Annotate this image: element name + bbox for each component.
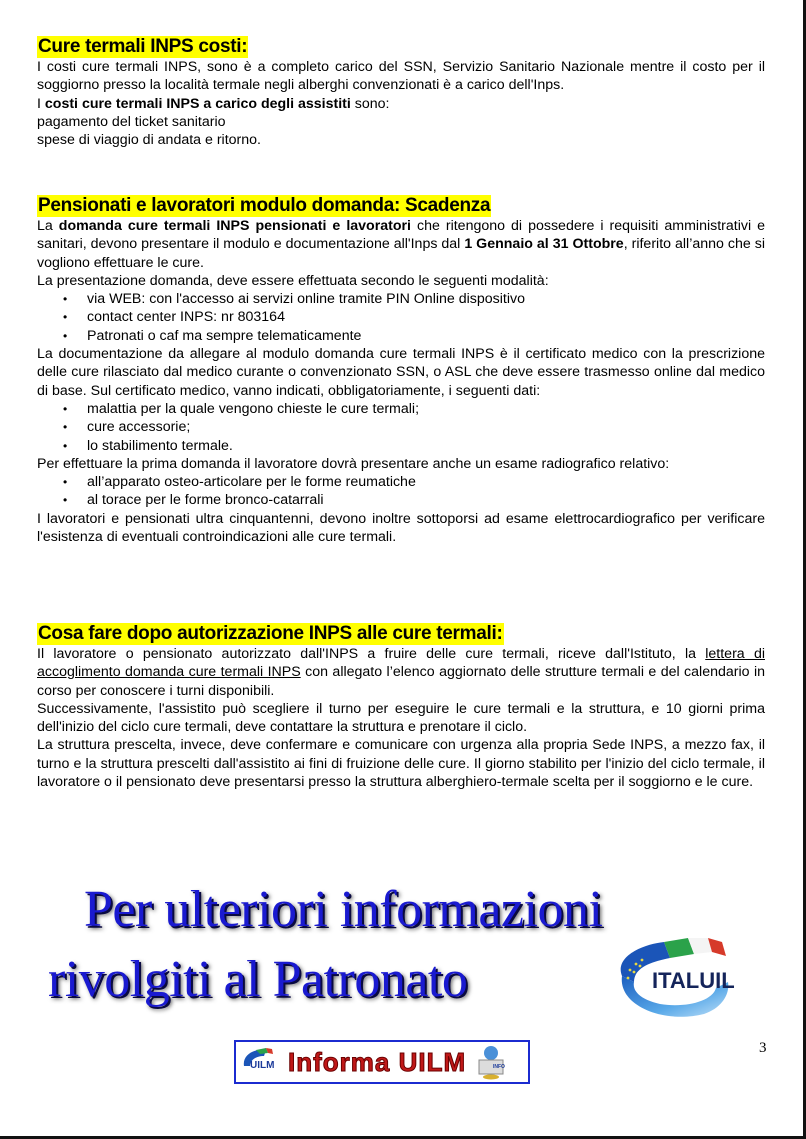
- informa-uilm-banner: [234, 1040, 530, 1084]
- page-number: 3: [759, 1040, 767, 1056]
- text: sono:: [350, 95, 390, 112]
- section-costs: [37, 36, 765, 149]
- text: Il lavoratore o pensionato autorizzato dall'INPS a fruire delle cure termali, riceve dall'Istituto, la: [37, 646, 706, 662]
- submission-methods-list: [37, 290, 765, 345]
- informa-uilm-title: Informa UILM: [288, 1046, 467, 1077]
- list-item: • contact center INPS: nr 803164: [63, 308, 765, 326]
- paragraph: I lavoratori e pensionati ultra cinquantenni, devono inoltre sottoporsi ad esame elettrocardiografico per verificare l'esistenza di eventuali controindicazioni alle cure termali.: [37, 510, 765, 546]
- paragraph: Successivamente, l'assistito può scegliere il turno per eseguire le cure termali e la struttura, e 10 giorni prima dell'inizio del ciclo cure termali, deve contattare la struttura e prenotare il ciclo.: [37, 700, 765, 736]
- text: I: [37, 95, 45, 112]
- paragraph: I costi cure termali INPS, sono è a completo carico del SSN, Servizio Sanitario Nazionale mentre il costo per il soggiorno presso la località termale negli alberghi convenzionati è a carico dell'Inps.: [37, 59, 765, 94]
- list-item: • cure accessorie;: [63, 418, 765, 436]
- paragraph: [37, 645, 765, 700]
- bold-text: 1 Gennaio al 31 Ottobre: [464, 236, 624, 253]
- paragraph: La documentazione da allegare al modulo domanda cure termali INPS è il certificato medico con la prescrizione delle cure rilasciato dal medico curante o convenzionato SSN, o ASL che deve essere trasmesso online dal medico di base. Sul certificato medico, vanno indicati, obbligatoriamente, i seguenti dati:: [37, 346, 765, 399]
- section-after-authorization: [37, 623, 765, 791]
- paragraph: [37, 217, 765, 272]
- italuil-logo: [604, 936, 744, 1026]
- svg-text:UILM: UILM: [250, 1060, 275, 1071]
- list-item: • al torace per le forme bronco-catarrali: [63, 491, 765, 509]
- list-item: • all’apparato osteo-articolare per le forme reumatiche: [63, 473, 765, 491]
- text: con allegato l’elenco aggiornato delle strutture termali e del calendario in corso per conoscere i turni disponibili.: [37, 664, 765, 699]
- text: che ritengono di possedere i requisiti amministrativi e sanitari, devono presentare il modulo e documentazione all'Inps dal: [37, 218, 765, 253]
- italuil-ring-icon: [604, 936, 744, 1026]
- section-heading-after-authorization: Cosa fare dopo autorizzazione INPS alle cure termali:: [38, 623, 503, 644]
- certificate-data-list: [37, 400, 765, 455]
- section-heading-costs: Cure termali INPS costi:: [38, 36, 248, 57]
- info-reader-icon: [474, 1044, 508, 1080]
- paragraph: Per effettuare la prima domanda il lavoratore dovrà presentare anche un esame radiografico relativo:: [37, 455, 670, 472]
- paragraph: [37, 95, 765, 113]
- bold-text: costi cure termali INPS a carico degli assistiti: [44, 95, 351, 112]
- paragraph: spese di viaggio di andata e ritorno.: [37, 132, 261, 149]
- list-item: • malattia per la quale vengono chieste le cure termali;: [63, 400, 765, 418]
- banner-line-1: Per ulteriori informazioni: [84, 881, 603, 938]
- banner-line-2: rivolgiti al Patronato: [48, 951, 468, 1008]
- acceptance-letter-link[interactable]: lettera di accoglimento domanda cure termali INPS: [37, 646, 765, 681]
- list-item: • Patronati o caf ma sempre telematicamente: [63, 327, 765, 345]
- paragraph: pagamento del ticket sanitario: [37, 113, 226, 130]
- svg-text:INFO: INFO: [493, 1064, 506, 1070]
- svg-text:ITALUIL: ITALUIL: [652, 968, 735, 993]
- paragraph: La presentazione domanda, deve essere effettuata secondo le seguenti modalità:: [37, 272, 549, 289]
- paragraph: La struttura prescelta, invece, deve confermare e comunicare con urgenza alla propria Sede INPS, a mezzo fax, il turno e la struttura prescelti dall'assistito ai fini di fruizione delle cure. Il giorno stabilito per l'inizio del ciclo termale, il lavoratore o il pensionato deve presentarsi presso la struttura alberghiero-termale scelta per il soggiorno e le cure.: [37, 737, 765, 791]
- uilm-logo-icon: [240, 1044, 280, 1080]
- text: La: [37, 218, 59, 234]
- list-item: • lo stabilimento termale.: [63, 437, 765, 455]
- text: , riferito all’anno che si vogliono effettuare le cure.: [37, 236, 765, 271]
- section-heading-application: Pensionati e lavoratori modulo domanda: Scadenza: [38, 195, 491, 216]
- section-application: [37, 195, 765, 546]
- bold-text: domanda cure termali INPS pensionati e lavoratori: [58, 218, 411, 234]
- list-item: • via WEB: con l'accesso ai servizi online tramite PIN Online dispositivo: [63, 290, 765, 308]
- radiography-list: [37, 473, 765, 510]
